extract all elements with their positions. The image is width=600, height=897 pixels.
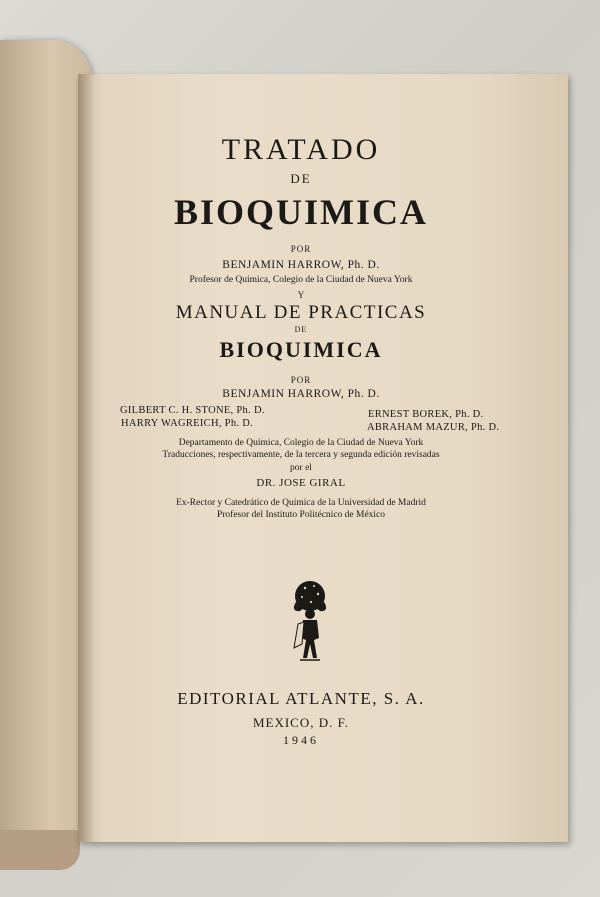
- coauthor-wagreich: HARRY WAGREICH, Ph. D.: [121, 418, 254, 429]
- translator-name: DR. JOSE GIRAL: [256, 477, 346, 489]
- second-title-line2: BIOQUIMICA: [219, 337, 383, 362]
- coauthor-stone: GILBERT C. H. STONE, Ph. D.: [120, 405, 265, 416]
- translations-line: Traducciones, respectivamente, de la tercera y segunda edición revisadas: [162, 450, 440, 460]
- translator-role-1: Ex-Rector y Catedrático de Química de la Universidad de Madrid: [176, 498, 426, 508]
- page-gutter-shadow: [78, 74, 94, 842]
- author-2: BENJAMIN HARROW, Ph. D.: [222, 388, 380, 400]
- por-label-1: POR: [290, 244, 312, 254]
- por-el-label: por el: [290, 463, 312, 473]
- coauthor-borek: ERNEST BOREK, Ph. D.: [368, 409, 484, 420]
- publication-place: MEXICO, D. F.: [252, 715, 350, 730]
- atlas-figure-icon: [284, 578, 336, 663]
- left-page-corner: [0, 830, 80, 870]
- translator-role-2: Profesor del Instituto Politécnico de México: [216, 510, 386, 520]
- por-label-2: POR: [290, 375, 312, 385]
- main-title-line1: TRATADO: [221, 133, 381, 166]
- second-title-de: DE: [294, 325, 308, 334]
- coauthor-mazur: ABRAHAM MAZUR, Ph. D.: [367, 422, 500, 433]
- conjunction: Y: [297, 290, 305, 300]
- author-1-affiliation: Profesor de Química, Colegio de la Ciudad de Nueva York: [189, 275, 413, 285]
- author-1: BENJAMIN HARROW, Ph. D.: [222, 259, 380, 271]
- second-title-line1: MANUAL DE PRACTICAS: [175, 302, 427, 323]
- publication-year: 1946: [283, 733, 319, 747]
- department-line: Departamento de Química, Colegio de la Ciudad de Nueva York: [178, 438, 424, 448]
- main-title-de: DE: [290, 171, 312, 186]
- main-title-line2: BIOQUIMICA: [173, 192, 429, 232]
- publisher-name: EDITORIAL ATLANTE, S. A.: [177, 689, 425, 708]
